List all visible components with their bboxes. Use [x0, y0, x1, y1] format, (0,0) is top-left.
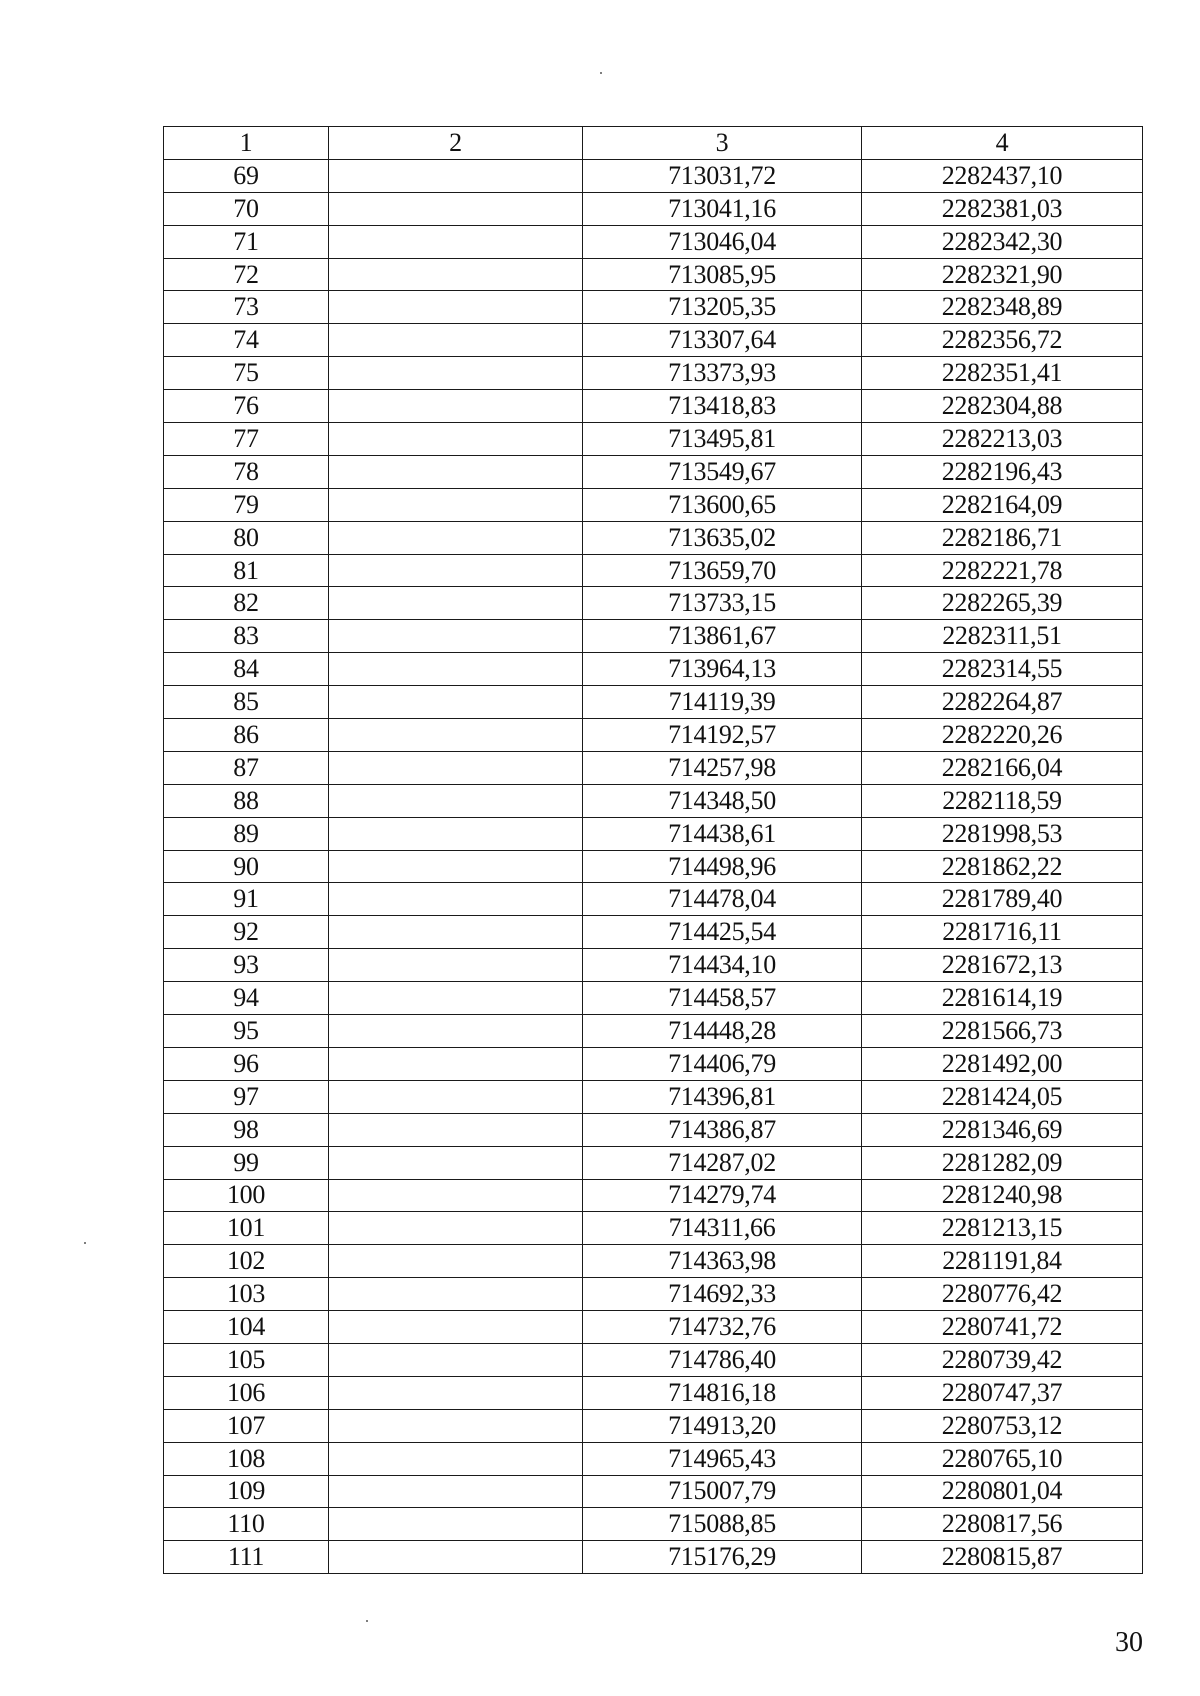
- table-row: [164, 982, 1143, 1015]
- x-coordinate-cell: 713733,15: [583, 587, 862, 620]
- description-cell: [329, 1113, 583, 1146]
- column-header-1: 1: [164, 127, 329, 160]
- x-coordinate-cell: 714448,28: [583, 1015, 862, 1048]
- coordinates-table: [163, 126, 1143, 1574]
- description-cell: [329, 1146, 583, 1179]
- x-coordinate-cell: 713031,72: [583, 159, 862, 192]
- point-number-cell: 85: [164, 686, 329, 719]
- table-row: [164, 455, 1143, 488]
- scan-speck: [84, 1242, 86, 1244]
- y-coordinate-cell: 2280739,42: [862, 1343, 1143, 1376]
- y-coordinate-cell: 2280765,10: [862, 1442, 1143, 1475]
- table-row: [164, 850, 1143, 883]
- point-number-cell: 80: [164, 521, 329, 554]
- x-coordinate-cell: 714311,66: [583, 1212, 862, 1245]
- x-coordinate-cell: 713041,16: [583, 192, 862, 225]
- table-row: [164, 1212, 1143, 1245]
- description-cell: [329, 159, 583, 192]
- y-coordinate-cell: 2282118,59: [862, 784, 1143, 817]
- y-coordinate-cell: 2280747,37: [862, 1376, 1143, 1409]
- x-coordinate-cell: 714478,04: [583, 883, 862, 916]
- point-number-cell: 84: [164, 653, 329, 686]
- x-coordinate-cell: 714348,50: [583, 784, 862, 817]
- table-row: [164, 488, 1143, 521]
- point-number-cell: 74: [164, 324, 329, 357]
- point-number-cell: 87: [164, 751, 329, 784]
- y-coordinate-cell: 2280741,72: [862, 1311, 1143, 1344]
- x-coordinate-cell: 714732,76: [583, 1311, 862, 1344]
- y-coordinate-cell: 2281492,00: [862, 1047, 1143, 1080]
- description-cell: [329, 1376, 583, 1409]
- table-row: [164, 1475, 1143, 1508]
- description-cell: [329, 1179, 583, 1212]
- column-header-2: 2: [329, 127, 583, 160]
- description-cell: [329, 1245, 583, 1278]
- table-row: [164, 521, 1143, 554]
- description-cell: [329, 455, 583, 488]
- description-cell: [329, 1475, 583, 1508]
- point-number-cell: 75: [164, 357, 329, 390]
- y-coordinate-cell: 2282213,03: [862, 423, 1143, 456]
- y-coordinate-cell: 2280801,04: [862, 1475, 1143, 1508]
- point-number-cell: 82: [164, 587, 329, 620]
- y-coordinate-cell: 2281716,11: [862, 916, 1143, 949]
- x-coordinate-cell: 714406,79: [583, 1047, 862, 1080]
- table-row: [164, 1508, 1143, 1541]
- description-cell: [329, 916, 583, 949]
- table-header-row: [164, 127, 1143, 160]
- point-number-cell: 93: [164, 949, 329, 982]
- description-cell: [329, 587, 583, 620]
- description-cell: [329, 390, 583, 423]
- point-number-cell: 100: [164, 1179, 329, 1212]
- y-coordinate-cell: 2281789,40: [862, 883, 1143, 916]
- y-coordinate-cell: 2281213,15: [862, 1212, 1143, 1245]
- table-row: [164, 1311, 1143, 1344]
- point-number-cell: 83: [164, 620, 329, 653]
- table-row: [164, 1080, 1143, 1113]
- x-coordinate-cell: 715007,79: [583, 1475, 862, 1508]
- y-coordinate-cell: 2282381,03: [862, 192, 1143, 225]
- description-cell: [329, 817, 583, 850]
- description-cell: [329, 1278, 583, 1311]
- description-cell: [329, 1541, 583, 1574]
- table-row: [164, 719, 1143, 752]
- point-number-cell: 90: [164, 850, 329, 883]
- point-number-cell: 76: [164, 390, 329, 423]
- description-cell: [329, 1080, 583, 1113]
- description-cell: [329, 1015, 583, 1048]
- description-cell: [329, 1311, 583, 1344]
- description-cell: [329, 1442, 583, 1475]
- description-cell: [329, 1343, 583, 1376]
- x-coordinate-cell: 714396,81: [583, 1080, 862, 1113]
- x-coordinate-cell: 713964,13: [583, 653, 862, 686]
- table-row: [164, 1015, 1143, 1048]
- y-coordinate-cell: 2281862,22: [862, 850, 1143, 883]
- point-number-cell: 104: [164, 1311, 329, 1344]
- x-coordinate-cell: 714386,87: [583, 1113, 862, 1146]
- y-coordinate-cell: 2281566,73: [862, 1015, 1143, 1048]
- description-cell: [329, 883, 583, 916]
- table-row: [164, 1179, 1143, 1212]
- x-coordinate-cell: 714458,57: [583, 982, 862, 1015]
- point-number-cell: 70: [164, 192, 329, 225]
- x-coordinate-cell: 715176,29: [583, 1541, 862, 1574]
- y-coordinate-cell: 2281191,84: [862, 1245, 1143, 1278]
- point-number-cell: 81: [164, 554, 329, 587]
- table-row: [164, 159, 1143, 192]
- table-row: [164, 1047, 1143, 1080]
- description-cell: [329, 784, 583, 817]
- point-number-cell: 88: [164, 784, 329, 817]
- table-row: [164, 587, 1143, 620]
- table-row: [164, 225, 1143, 258]
- description-cell: [329, 949, 583, 982]
- point-number-cell: 78: [164, 455, 329, 488]
- description-cell: [329, 225, 583, 258]
- description-cell: [329, 982, 583, 1015]
- y-coordinate-cell: 2282321,90: [862, 258, 1143, 291]
- point-number-cell: 109: [164, 1475, 329, 1508]
- x-coordinate-cell: 714786,40: [583, 1343, 862, 1376]
- description-cell: [329, 521, 583, 554]
- point-number-cell: 106: [164, 1376, 329, 1409]
- y-coordinate-cell: 2281614,19: [862, 982, 1143, 1015]
- y-coordinate-cell: 2282351,41: [862, 357, 1143, 390]
- description-cell: [329, 423, 583, 456]
- y-coordinate-cell: 2282164,09: [862, 488, 1143, 521]
- x-coordinate-cell: 714438,61: [583, 817, 862, 850]
- x-coordinate-cell: 713495,81: [583, 423, 862, 456]
- table-row: [164, 291, 1143, 324]
- y-coordinate-cell: 2280817,56: [862, 1508, 1143, 1541]
- point-number-cell: 71: [164, 225, 329, 258]
- table-row: [164, 423, 1143, 456]
- y-coordinate-cell: 2282186,71: [862, 521, 1143, 554]
- table-row: [164, 686, 1143, 719]
- x-coordinate-cell: 713046,04: [583, 225, 862, 258]
- point-number-cell: 99: [164, 1146, 329, 1179]
- x-coordinate-cell: 714363,98: [583, 1245, 862, 1278]
- description-cell: [329, 686, 583, 719]
- x-coordinate-cell: 713205,35: [583, 291, 862, 324]
- point-number-cell: 95: [164, 1015, 329, 1048]
- x-coordinate-cell: 713600,65: [583, 488, 862, 521]
- point-number-cell: 91: [164, 883, 329, 916]
- table-row: [164, 1376, 1143, 1409]
- x-coordinate-cell: 713549,67: [583, 455, 862, 488]
- x-coordinate-cell: 714692,33: [583, 1278, 862, 1311]
- table-row: [164, 1343, 1143, 1376]
- y-coordinate-cell: 2282221,78: [862, 554, 1143, 587]
- table-row: [164, 1278, 1143, 1311]
- description-cell: [329, 488, 583, 521]
- table-row: [164, 258, 1143, 291]
- y-coordinate-cell: 2282265,39: [862, 587, 1143, 620]
- description-cell: [329, 1508, 583, 1541]
- table-row: [164, 390, 1143, 423]
- point-number-cell: 102: [164, 1245, 329, 1278]
- description-cell: [329, 291, 583, 324]
- x-coordinate-cell: 714192,57: [583, 719, 862, 752]
- description-cell: [329, 357, 583, 390]
- table-row: [164, 751, 1143, 784]
- table-row: [164, 192, 1143, 225]
- x-coordinate-cell: 714498,96: [583, 850, 862, 883]
- point-number-cell: 103: [164, 1278, 329, 1311]
- y-coordinate-cell: 2282264,87: [862, 686, 1143, 719]
- y-coordinate-cell: 2281998,53: [862, 817, 1143, 850]
- y-coordinate-cell: 2282437,10: [862, 159, 1143, 192]
- table-row: [164, 949, 1143, 982]
- point-number-cell: 96: [164, 1047, 329, 1080]
- x-coordinate-cell: 714965,43: [583, 1442, 862, 1475]
- point-number-cell: 73: [164, 291, 329, 324]
- table-row: [164, 324, 1143, 357]
- table-row: [164, 357, 1143, 390]
- y-coordinate-cell: 2282196,43: [862, 455, 1143, 488]
- point-number-cell: 69: [164, 159, 329, 192]
- table-row: [164, 653, 1143, 686]
- x-coordinate-cell: 713659,70: [583, 554, 862, 587]
- x-coordinate-cell: 713373,93: [583, 357, 862, 390]
- description-cell: [329, 554, 583, 587]
- table-row: [164, 1146, 1143, 1179]
- table-row: [164, 554, 1143, 587]
- description-cell: [329, 258, 583, 291]
- table-row: [164, 1245, 1143, 1278]
- x-coordinate-cell: 714257,98: [583, 751, 862, 784]
- point-number-cell: 107: [164, 1409, 329, 1442]
- description-cell: [329, 751, 583, 784]
- y-coordinate-cell: 2282311,51: [862, 620, 1143, 653]
- point-number-cell: 105: [164, 1343, 329, 1376]
- description-cell: [329, 324, 583, 357]
- x-coordinate-cell: 714816,18: [583, 1376, 862, 1409]
- table-row: [164, 1113, 1143, 1146]
- table-row: [164, 1442, 1143, 1475]
- x-coordinate-cell: 713085,95: [583, 258, 862, 291]
- table-row: [164, 784, 1143, 817]
- description-cell: [329, 192, 583, 225]
- x-coordinate-cell: 713307,64: [583, 324, 862, 357]
- description-cell: [329, 850, 583, 883]
- x-coordinate-cell: 714119,39: [583, 686, 862, 719]
- x-coordinate-cell: 714425,54: [583, 916, 862, 949]
- x-coordinate-cell: 714913,20: [583, 1409, 862, 1442]
- description-cell: [329, 653, 583, 686]
- point-number-cell: 86: [164, 719, 329, 752]
- x-coordinate-cell: 714434,10: [583, 949, 862, 982]
- y-coordinate-cell: 2280815,87: [862, 1541, 1143, 1574]
- y-coordinate-cell: 2282356,72: [862, 324, 1143, 357]
- point-number-cell: 98: [164, 1113, 329, 1146]
- table-row: [164, 1541, 1143, 1574]
- point-number-cell: 111: [164, 1541, 329, 1574]
- point-number-cell: 94: [164, 982, 329, 1015]
- table-body: [164, 159, 1143, 1573]
- column-header-3: 3: [583, 127, 862, 160]
- point-number-cell: 97: [164, 1080, 329, 1113]
- y-coordinate-cell: 2281240,98: [862, 1179, 1143, 1212]
- y-coordinate-cell: 2282220,26: [862, 719, 1143, 752]
- column-header-4: 4: [862, 127, 1143, 160]
- y-coordinate-cell: 2282314,55: [862, 653, 1143, 686]
- y-coordinate-cell: 2280753,12: [862, 1409, 1143, 1442]
- table-row: [164, 916, 1143, 949]
- y-coordinate-cell: 2282304,88: [862, 390, 1143, 423]
- point-number-cell: 101: [164, 1212, 329, 1245]
- point-number-cell: 110: [164, 1508, 329, 1541]
- point-number-cell: 108: [164, 1442, 329, 1475]
- x-coordinate-cell: 715088,85: [583, 1508, 862, 1541]
- y-coordinate-cell: 2280776,42: [862, 1278, 1143, 1311]
- y-coordinate-cell: 2281282,09: [862, 1146, 1143, 1179]
- table-row: [164, 620, 1143, 653]
- y-coordinate-cell: 2281346,69: [862, 1113, 1143, 1146]
- y-coordinate-cell: 2282166,04: [862, 751, 1143, 784]
- y-coordinate-cell: 2282342,30: [862, 225, 1143, 258]
- description-cell: [329, 719, 583, 752]
- table-row: [164, 883, 1143, 916]
- description-cell: [329, 1047, 583, 1080]
- y-coordinate-cell: 2282348,89: [862, 291, 1143, 324]
- table-row: [164, 817, 1143, 850]
- scan-speck: [600, 72, 602, 74]
- point-number-cell: 92: [164, 916, 329, 949]
- scan-speck: [366, 1620, 368, 1622]
- point-number-cell: 89: [164, 817, 329, 850]
- x-coordinate-cell: 714279,74: [583, 1179, 862, 1212]
- x-coordinate-cell: 713418,83: [583, 390, 862, 423]
- point-number-cell: 72: [164, 258, 329, 291]
- y-coordinate-cell: 2281672,13: [862, 949, 1143, 982]
- point-number-cell: 79: [164, 488, 329, 521]
- x-coordinate-cell: 713635,02: [583, 521, 862, 554]
- x-coordinate-cell: 713861,67: [583, 620, 862, 653]
- x-coordinate-cell: 714287,02: [583, 1146, 862, 1179]
- description-cell: [329, 1409, 583, 1442]
- y-coordinate-cell: 2281424,05: [862, 1080, 1143, 1113]
- description-cell: [329, 620, 583, 653]
- description-cell: [329, 1212, 583, 1245]
- point-number-cell: 77: [164, 423, 329, 456]
- table-row: [164, 1409, 1143, 1442]
- page-number: 30: [1115, 1627, 1143, 1658]
